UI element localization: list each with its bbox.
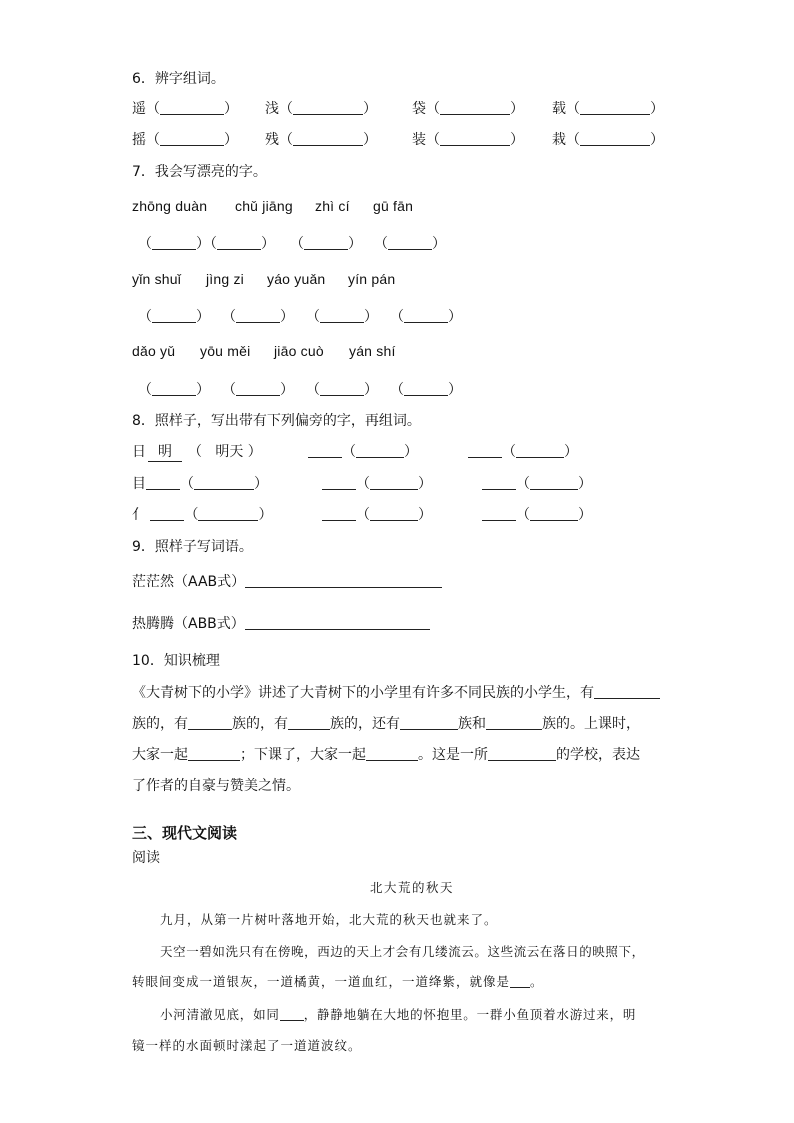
answer-blank[interactable]	[400, 715, 458, 730]
passage-line: 天空一碧如洗只有在傍晚，西边的天上才会有几缕流云。这些流云在落日的映照下，	[160, 944, 645, 959]
example-word: 明天	[215, 444, 244, 460]
char: 遥	[132, 101, 146, 117]
answer-blank[interactable]	[486, 715, 542, 730]
char: 浅	[265, 101, 279, 117]
passage-line: 镜一样的水面顿时漾起了一道道波纹。	[132, 1038, 362, 1053]
q10-text: 族的。上课时，	[542, 716, 640, 732]
char: 摇	[132, 132, 146, 148]
q10-text: 《大青树下的小学》讲述了大青树下的小学里有许多不同民族的小学生，有	[132, 685, 594, 701]
answer-blank[interactable]	[320, 381, 364, 396]
q10-text: 族的，还有	[330, 716, 400, 732]
char: 装	[412, 132, 426, 148]
answer-blank[interactable]	[288, 715, 330, 730]
answer-blank[interactable]	[320, 308, 364, 323]
answer-blank[interactable]	[388, 235, 432, 250]
answer-blank[interactable]	[482, 506, 516, 521]
answer-blank[interactable]	[152, 381, 196, 396]
q10-line-4	[132, 775, 300, 795]
answer-blank[interactable]	[188, 746, 240, 761]
answer-blank[interactable]	[245, 615, 430, 630]
answer-blank[interactable]	[160, 100, 224, 115]
answer-blank[interactable]	[370, 475, 418, 490]
pinyin: yáo yuǎn	[267, 271, 326, 287]
char: 残	[265, 132, 279, 148]
q9-example-2: 热腾腾（ABB式）	[132, 616, 245, 632]
pinyin: chǔ jiāng	[235, 198, 293, 214]
answer-blank[interactable]	[510, 973, 530, 988]
section-subheading: 阅读	[132, 850, 160, 866]
answer-blank[interactable]	[468, 443, 502, 458]
pinyin: dǎo yǔ	[132, 343, 176, 359]
pinyin: gū fān	[373, 198, 414, 214]
q6-title: 6．辨字组词。	[132, 71, 225, 87]
answer-blank[interactable]	[150, 506, 184, 521]
answer-blank[interactable]	[304, 235, 348, 250]
answer-blank[interactable]	[152, 235, 196, 250]
q9-example-1: 茫茫然（AAB式）	[132, 574, 246, 590]
answer-blank[interactable]	[356, 443, 404, 458]
answer-blank[interactable]	[293, 100, 363, 115]
answer-blank[interactable]	[404, 381, 448, 396]
passage-line	[160, 1005, 636, 1023]
answer-blank[interactable]	[322, 506, 356, 521]
q10-line-3	[132, 744, 640, 764]
pinyin: jiāo cuò	[274, 343, 324, 359]
q10-text: 了作者的自豪与赞美之情。	[132, 778, 300, 794]
answer-blank[interactable]	[482, 475, 516, 490]
answer-blank[interactable]	[188, 715, 232, 730]
q9-item-1	[132, 571, 442, 591]
answer-blank[interactable]	[530, 475, 578, 490]
answer-blank[interactable]	[580, 100, 650, 115]
answer-blank[interactable]	[308, 443, 342, 458]
passage-text: 小河清澈见底，如同	[160, 1007, 280, 1022]
passage-text: 。	[530, 974, 544, 989]
answer-blank[interactable]	[322, 475, 356, 490]
pinyin: zhōng duàn	[132, 198, 208, 214]
answer-blank[interactable]	[530, 506, 578, 521]
passage-line: 九月，从第一片树叶落地开始，北大荒的秋天也就来了。	[160, 912, 498, 927]
section-heading: 三、现代文阅读	[132, 824, 238, 842]
example-char: 明	[158, 444, 172, 460]
q10-text: 。这是一所	[418, 747, 488, 763]
answer-blank[interactable]	[146, 475, 180, 490]
char: 袋	[412, 101, 426, 117]
q10-title: 10．知识梳理	[132, 653, 220, 669]
passage-line	[132, 972, 544, 990]
q10-line-1	[132, 682, 660, 702]
q10-text: ；下课了，大家一起	[240, 747, 366, 763]
answer-blank[interactable]	[366, 746, 418, 761]
pinyin: yán shí	[349, 343, 396, 359]
radical: 目	[132, 476, 146, 492]
pinyin: yín pán	[348, 271, 396, 287]
answer-blank[interactable]	[594, 684, 660, 699]
answer-blank[interactable]	[404, 308, 448, 323]
answer-blank[interactable]	[245, 573, 442, 588]
char: 载	[552, 101, 566, 117]
answer-blank[interactable]	[370, 506, 418, 521]
q10-text: 族和	[458, 716, 486, 732]
answer-blank[interactable]	[488, 746, 556, 761]
passage-text: ，静静地躺在大地的怀抱里。一群小鱼顶着水游过来，明	[303, 1007, 637, 1022]
answer-blank[interactable]	[440, 100, 510, 115]
answer-blank[interactable]	[217, 235, 261, 250]
q9-item-2	[132, 613, 430, 633]
answer-blank[interactable]	[198, 506, 258, 521]
q10-text: 的学校，表达	[556, 747, 640, 763]
pinyin: yǐn shuǐ	[132, 271, 182, 287]
answer-blank[interactable]	[516, 443, 564, 458]
answer-blank[interactable]	[160, 131, 224, 146]
pinyin: yōu měi	[200, 343, 251, 359]
q9-title: 9．照样子写词语。	[132, 539, 253, 555]
answer-blank[interactable]	[152, 308, 196, 323]
radical: 亻	[132, 507, 146, 523]
q8-title: 8．照样子，写出带有下列偏旁的字，再组词。	[132, 413, 421, 429]
q7-title: 7．我会写漂亮的字。	[132, 164, 267, 180]
char: 栽	[552, 132, 566, 148]
answer-blank[interactable]	[440, 131, 510, 146]
passage-text: 转眼间变成一道银灰，一道橘黄，一道血红，一道绛紫，就像是	[132, 974, 511, 989]
q10-text: 族的，有	[132, 716, 188, 732]
answer-blank[interactable]	[236, 381, 280, 396]
passage-title: 北大荒的秋天	[370, 880, 455, 895]
q10-line-2	[132, 713, 640, 733]
answer-blank[interactable]	[236, 308, 280, 323]
radical: 日	[132, 444, 146, 460]
answer-blank[interactable]	[194, 475, 254, 490]
pinyin: zhì cí	[315, 198, 350, 214]
answer-blank[interactable]	[580, 131, 650, 146]
answer-blank[interactable]	[293, 131, 363, 146]
answer-blank[interactable]	[280, 1006, 304, 1021]
q10-text: 大家一起	[132, 747, 188, 763]
pinyin: jìng zi	[206, 271, 244, 287]
q10-text: 族的，有	[232, 716, 288, 732]
